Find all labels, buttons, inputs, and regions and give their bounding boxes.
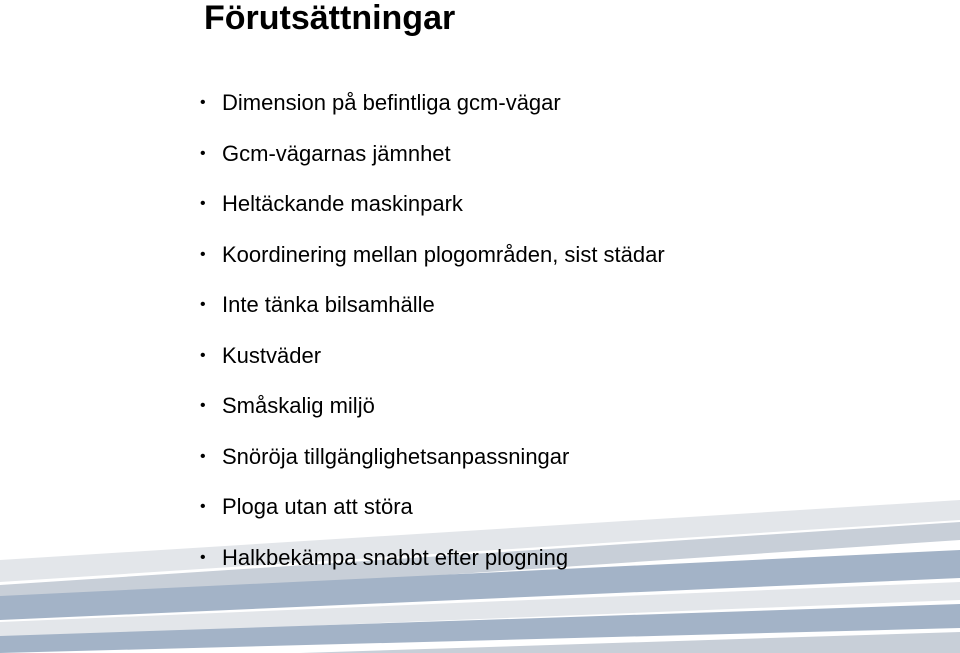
bullet-icon: • [200,498,206,515]
bullet-text: Heltäckande maskinpark [222,191,463,216]
bullet-icon: • [200,195,206,212]
bullet-text: Inte tänka bilsamhälle [222,292,435,317]
decorative-stripes [0,500,960,653]
bullet-icon: • [200,296,206,313]
bullet-icon: • [200,346,206,364]
bullet-text: Snöröja tillgänglighetsanpassningar [222,443,570,469]
bullet-icon: • [200,94,206,111]
bullet-text: Gcm-vägarnas jämnhet [222,140,451,166]
bullet-text: Dimension på befintliga gcm-vägar [222,90,561,115]
bullet-icon: • [200,245,206,263]
bullet-text: Småskalig miljö [222,393,375,418]
slide-title: Förutsättningar [204,0,456,37]
bullet-icon: • [200,144,206,162]
bullet-icon: • [200,548,206,566]
bullet-icon: • [200,397,206,414]
bullet-text: Halkbekämpa snabbt efter plogning [222,544,569,570]
bullet-icon: • [200,447,206,465]
bullet-text: Koordinering mellan plogområden, sist städar [222,241,665,267]
bullet-text: Kustväder [222,342,322,368]
bullet-text: Ploga utan att störa [222,494,413,519]
